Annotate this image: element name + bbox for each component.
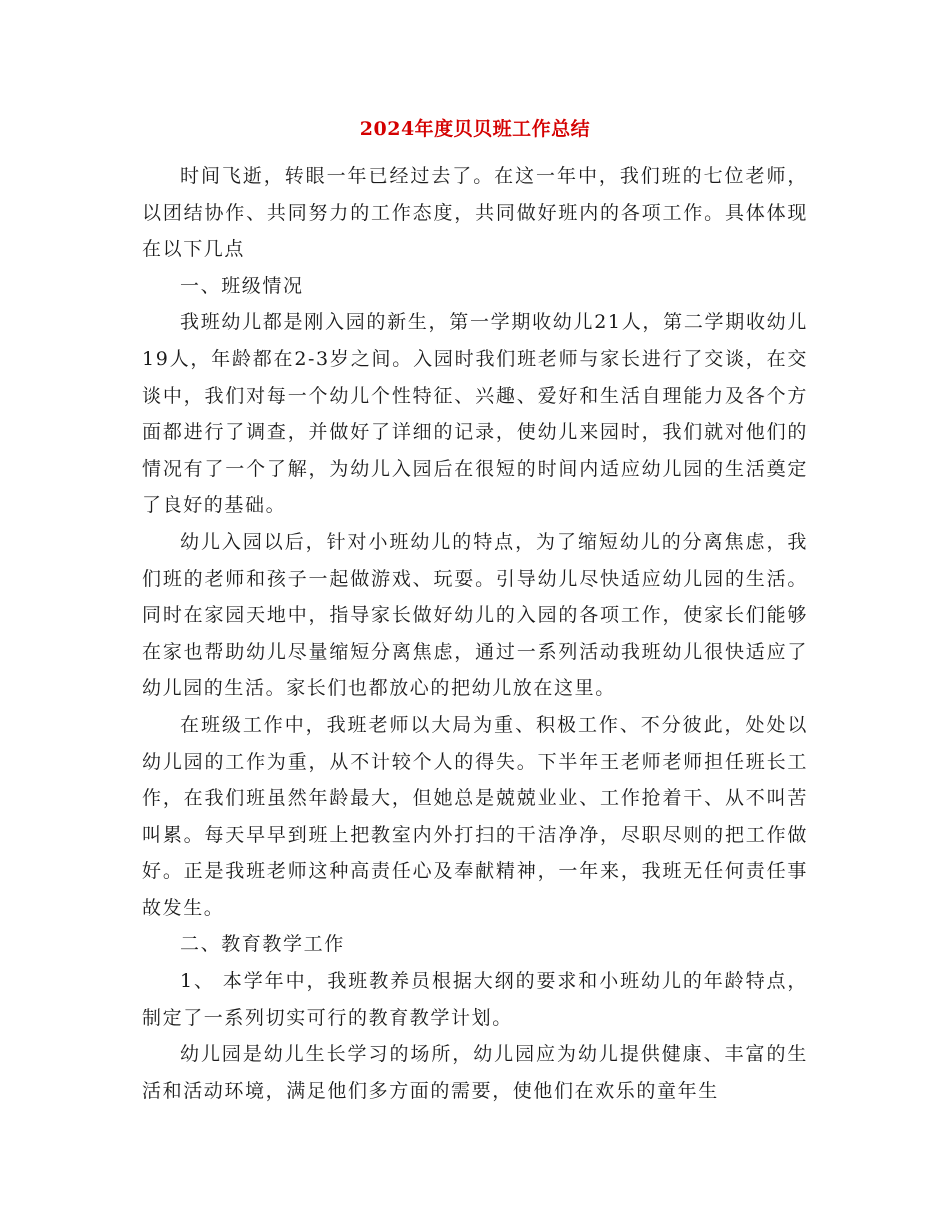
paragraph-kindergarten-environment: 幼儿园是幼儿生长学习的场所，幼儿园应为幼儿提供健康、丰富的生活和活动环境，满足他们多方面的需要，使他们在欢乐的童年生 [142,1043,808,1102]
paragraph-teaching-plan: 1、 本学年中，我班教养员根据大纲的要求和小班幼儿的年龄特点，制定了一系列切实可行的教育教学计划。 [142,970,808,1029]
paragraph-class-situation: 我班幼儿都是刚入园的新生，第一学期收幼儿21人，第二学期收幼儿19人，年龄都在2-3岁之间。入园时我们班老师与家长进行了交谈，在交谈中，我们对每一个幼儿个性特征、兴趣、爱好和生活自理能力及各个方面都进行了调查，并做好了详细的记录，使幼儿来园时，我们就对他们的情况有了一个了解，为幼儿入园后在很短的时间内适应幼儿园的生活奠定了良好的基础。 [142,311,808,517]
paragraph-adaptation: 幼儿入园以后，针对小班幼儿的特点，为了缩短幼儿的分离焦虑，我们班的老师和孩子一起做游戏、玩耍。引导幼儿尽快适应幼儿园的生活。同时在家园天地中，指导家长做好幼儿的入园的各项工作，使家长们能够在家也帮助幼儿尽量缩短分离焦虑，通过一系列活动我班幼儿很快适应了幼儿园的生活。家长们也都放心的把幼儿放在这里。 [142,530,808,700]
paragraph-intro: 时间飞逝，转眼一年已经过去了。在这一年中，我们班的七位老师，以团结协作、共同努力的工作态度，共同做好班内的各项工作。具体体现在以下几点 [142,165,808,261]
section-heading-class-situation: 一、班级情况 [180,274,304,297]
paragraph-class-work: 在班级工作中，我班老师以大局为重、积极工作、不分彼此，处处以幼儿园的工作为重，从不计较个人的得失。下半年王老师老师担任班长工作，在我们班虽然年龄最大，但她总是兢兢业业、工作抢着干、从不叫苦叫累。每天早早到班上把教室内外打扫的干洁净净，尽职尽则的把工作做好。正是我班老师这种高责任心及奉献精神，一年来，我班无任何责任事故发生。 [142,713,808,919]
section-heading-teaching: 二、教育教学工作 [180,933,345,956]
document-body [142,158,808,1109]
page-title: 2024年度贝贝班工作总结 [359,118,591,140]
